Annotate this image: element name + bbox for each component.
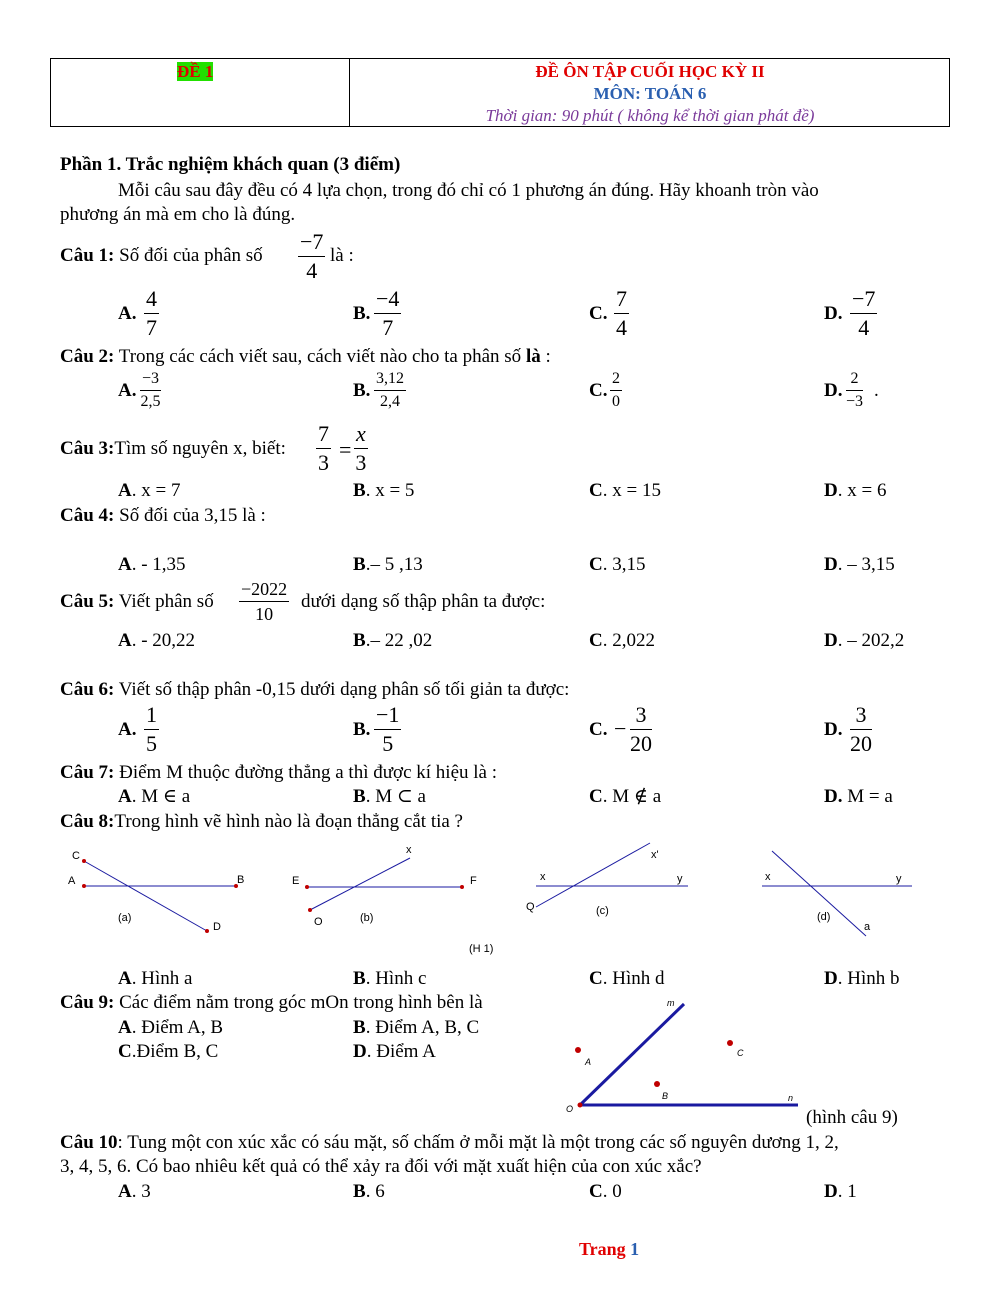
q1-stem: Câu 1: Số đối của phân số <box>60 245 263 266</box>
q2-stem: Câu 2: Trong các cách viết sau, cách viết nào cho ta phân số là : <box>60 346 551 367</box>
part1-instructions-line2: phương án mà em cho là đúng. <box>60 204 296 225</box>
q4-option-d: D. – 3,15 <box>824 554 895 575</box>
q6-option-a-letter: A. <box>118 719 137 740</box>
q8-option-b: B. Hình c <box>353 968 427 989</box>
q2-option-b-letter: B. <box>353 380 371 401</box>
fig-d-label-a: a <box>864 921 871 933</box>
q9-point-a <box>575 1047 581 1053</box>
q9-point-b <box>654 1081 660 1087</box>
q1-option-b-fraction: $\frac{-4}{7}$ <box>376 286 400 340</box>
q2-option-c-letter: C. <box>589 380 608 401</box>
q2-option-c-fraction: $\frac{2}{0}$ <box>612 370 620 410</box>
q3-stem: Câu 3:Tìm số nguyên x, biết: <box>60 438 286 459</box>
fig-b-label-o: O <box>314 916 323 928</box>
fig-c-label-x-prime: x' <box>651 849 659 861</box>
q8-option-a: A. Hình a <box>118 968 193 989</box>
exam-title: ĐỀ ÔN TẬP CUỐI HỌC KỲ II <box>535 62 765 81</box>
q1-option-a-letter: A. <box>118 303 137 324</box>
q3-option-b: B. x = 5 <box>353 480 415 501</box>
q3-option-c: C. x = 15 <box>589 480 661 501</box>
q7-option-a: A. M ∈ a <box>118 786 191 807</box>
q3-left-fraction: $\frac{7}{3}$ <box>318 421 329 475</box>
q1-fraction: $\frac{-7}{4}$ <box>300 229 324 283</box>
exam-time: Thời gian: 90 phút ( không kể thời gian phát đề) <box>485 106 815 125</box>
fig-c-label-q: Q <box>526 901 535 913</box>
fig-c-label-y: y <box>677 873 683 885</box>
q5-stem: Câu 5: Viết phân số <box>60 591 214 612</box>
fig-a-label-d: D <box>213 921 221 933</box>
q3-option-d: D. x = 6 <box>824 480 887 501</box>
fig-a-label-c: C <box>72 850 80 862</box>
fig-b-label-f: F <box>470 875 477 887</box>
q6-option-c-fraction: $\frac{3}{20}$ <box>630 702 652 756</box>
fig-a-point-a <box>82 884 86 888</box>
fig-a-point-c <box>82 859 86 863</box>
q10-option-c: C. 0 <box>589 1181 622 1202</box>
q8-stem: Câu 8:Trong hình vẽ hình nào là đoạn thẳng cắt tia ? <box>60 811 463 832</box>
fig-c-ray <box>536 843 650 907</box>
fig-b-label-x: x <box>406 844 412 856</box>
q1-option-b-letter: B. <box>353 303 371 324</box>
q6-option-c-letter: C. <box>589 719 608 740</box>
fig-d-label-y: y <box>896 873 902 885</box>
q2-option-d-fraction: $\frac{2}{-3}$ <box>846 370 864 410</box>
q2-option-d-period: . <box>874 380 879 401</box>
q5-option-d: D. – 202,2 <box>824 630 905 651</box>
q7-option-b: B. M ⊂ a <box>353 786 426 807</box>
q4-option-a: A. - 1,35 <box>118 554 186 575</box>
q1-option-a-fraction: $\frac{4}{7}$ <box>146 286 157 340</box>
q1-option-d-fraction: $\frac{-7}{4}$ <box>852 286 876 340</box>
q9-ray-om <box>580 1004 684 1105</box>
q9-point-c <box>727 1040 733 1046</box>
q2-option-a-fraction: $\frac{-3}{2,5}$ <box>140 370 161 410</box>
fig-d-ray-a <box>772 851 866 936</box>
q4-option-b: B.– 5 ,13 <box>353 554 423 575</box>
q8-option-c: C. Hình d <box>589 968 665 989</box>
q6-option-c-sign: − <box>614 716 627 741</box>
fig-b-point-f <box>460 885 464 889</box>
fig-a-segment-cd <box>84 861 207 931</box>
q9-label-b: B <box>662 1091 669 1101</box>
fig-d-label-x: x <box>765 871 771 883</box>
q5-option-a: A. - 20,22 <box>118 630 196 651</box>
q5-option-b: B.– 22 ,02 <box>353 630 433 651</box>
q6-option-a-fraction: $\frac{1}{5}$ <box>146 702 157 756</box>
q1-option-d-letter: D. <box>824 303 843 324</box>
q5-option-c: C. 2,022 <box>589 630 655 651</box>
q5-fraction: $\frac{-2022}{10}$ <box>241 579 288 624</box>
q10-stem-line1: Câu 10: Tung một con xúc xắc có sáu mặt, số chấm ở mỗi mặt là một trong các số nguyên dương 1, 2, <box>60 1132 839 1153</box>
q9-point-o <box>578 1103 583 1108</box>
exam-number: ĐỀ 1 <box>177 62 214 81</box>
fig-b-point-e <box>305 885 309 889</box>
q4-option-c: C. 3,15 <box>589 554 646 575</box>
q9-option-c: C.Điểm B, C <box>118 1041 219 1062</box>
fig-c-caption: (c) <box>596 905 609 917</box>
q2-option-b-fraction: $\frac{3,12}{2,4}$ <box>376 370 404 410</box>
part1-instructions-line1: Mỗi câu sau đây đều có 4 lựa chọn, trong đó chỉ có 1 phương án đúng. Hãy khoanh tròn vào <box>118 180 819 201</box>
q3-option-a: A. x = 7 <box>118 480 181 501</box>
fig-b-label-e: E <box>292 875 300 887</box>
q10-option-b: B. 6 <box>353 1181 385 1202</box>
fig-b-caption: (b) <box>360 912 374 924</box>
fig-b-point-o <box>308 908 312 912</box>
q1-option-c-fraction: $\frac{7}{4}$ <box>616 286 627 340</box>
q7-option-d: D. M = a <box>824 786 893 807</box>
q7-stem: Câu 7: Điểm M thuộc đường thẳng a thì được kí hiệu là : <box>60 762 498 783</box>
q8-option-d: D. Hình b <box>824 968 900 989</box>
q9-option-b: B. Điểm A, B, C <box>353 1017 480 1038</box>
q10-option-d: D. 1 <box>824 1181 857 1202</box>
q9-label-c: C <box>737 1048 744 1058</box>
q9-label-n: n <box>788 1093 794 1103</box>
q10-option-a: A. 3 <box>118 1181 151 1202</box>
q9-option-d: D. Điểm A <box>353 1041 436 1062</box>
q9-label-o: O <box>566 1104 574 1114</box>
part1-title: Phần 1. Trắc nghiệm khách quan (3 điểm) <box>60 154 401 175</box>
q2-option-a-letter: A. <box>118 380 137 401</box>
q1-tail: là : <box>330 245 354 266</box>
q10-stem-line2: 3, 4, 5, 6. Có bao nhiêu kết quả có thể xảy ra đối với mặt xuất hiện của con xúc xắc? <box>60 1156 702 1177</box>
q2-option-d-letter: D. <box>824 380 843 401</box>
fig-a-label-b: B <box>237 874 245 886</box>
page-footer: Trang 1 <box>579 1239 640 1259</box>
fig-a-label-a: A <box>68 875 76 887</box>
q9-option-a: A. Điểm A, B <box>118 1017 224 1038</box>
q3-equals: = <box>339 437 352 462</box>
exam-subject: MÔN: TOÁN 6 <box>593 84 707 103</box>
q7-option-c: C. M ∉ a <box>589 786 662 807</box>
fig-h1-caption: (H 1) <box>469 943 494 955</box>
fig-d-caption: (d) <box>817 911 831 923</box>
q9-figure-caption: (hình câu 9) <box>806 1107 898 1128</box>
q9-label-m: m <box>667 998 675 1008</box>
q6-option-b-fraction: $\frac{-1}{5}$ <box>376 702 400 756</box>
fig-a-point-d <box>205 929 209 933</box>
q6-option-d-fraction: $\frac{3}{20}$ <box>850 702 872 756</box>
q6-option-b-letter: B. <box>353 719 371 740</box>
fig-b-ray-ox <box>310 858 410 910</box>
fig-a-caption: (a) <box>118 912 132 924</box>
q5-tail: dưới dạng số thập phân ta được: <box>301 591 546 612</box>
q9-stem: Câu 9: Các điểm nằm trong góc mOn trong hình bên là <box>60 992 483 1013</box>
q1-option-c-letter: C. <box>589 303 608 324</box>
q6-stem: Câu 6: Viết số thập phân -0,15 dưới dạng phân số tối giản ta được: <box>60 679 570 700</box>
q6-option-d-letter: D. <box>824 719 843 740</box>
q3-right-fraction: $\frac{x}{3}$ <box>355 421 367 475</box>
q4-stem: Câu 4: Số đối của 3,15 là : <box>60 505 266 526</box>
fig-c-label-x: x <box>540 871 546 883</box>
q9-label-a: A <box>585 1057 592 1067</box>
